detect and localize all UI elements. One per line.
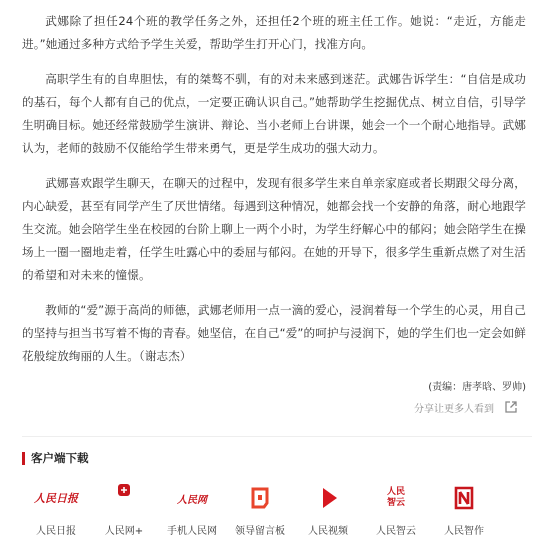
- share-icon[interactable]: [500, 398, 522, 416]
- app-people-plus[interactable]: [90, 478, 158, 537]
- downloads-header: [22, 450, 89, 466]
- mobile-people-logo: 人民网: [177, 494, 207, 506]
- share-bar[interactable]: [414, 396, 522, 418]
- people-zhizuo-logo: [444, 478, 484, 518]
- app-label: 人民视频: [308, 526, 348, 537]
- app-label: 人民智作: [444, 526, 484, 537]
- message-board-logo: [240, 478, 280, 518]
- section-accent-bar: [22, 452, 25, 465]
- section-divider: [22, 436, 532, 437]
- app-list: [22, 478, 498, 537]
- app-people-zhizuo[interactable]: [430, 478, 498, 537]
- app-label: 人民智云: [376, 526, 416, 537]
- share-label[interactable]: 分享让更多人看到: [414, 403, 494, 415]
- section-title: 客户端下载: [31, 451, 89, 465]
- editor-credit: (责编：唐孝晗、罗帅): [428, 382, 526, 393]
- app-mobile-people[interactable]: [158, 478, 226, 537]
- people-plus-logo: [104, 478, 144, 518]
- people-zhiyun-logo: 人民 智云: [386, 487, 405, 508]
- article-paragraph: 武娜除了担任24个班的教学任务之外，还担任2个班的班主任工作。她说：“走近，方能走进。”她通过多种方式给予学生关爱，帮助学生打开心门，找准方向。: [22, 14, 526, 51]
- article-paragraph: 教师的“爱”源于高尚的师德，武娜老师用一点一滴的爱心，浸润着每一个学生的心灵，用自己的坚持与担当书写着不悔的青春。她坚信，在自己“爱”的呵护与浸润下，她的学生们也一定会如鲜花般绽放绚丽的人生。（谢志杰）: [22, 303, 526, 363]
- people-daily-logo: 人民日报: [34, 492, 78, 505]
- app-people-zhiyun[interactable]: [362, 478, 430, 537]
- app-people-daily[interactable]: [22, 478, 90, 537]
- app-label: 手机人民网: [167, 526, 217, 537]
- article-paragraph: 武娜喜欢跟学生聊天，在聊天的过程中，发现有很多学生来自单亲家庭或者长期跟父母分离，内心缺爱，甚至有同学产生了厌世情绪。每遇到这种情况，她都会找一个安静的角落，耐心地跟学生交流。她会陪学生坐在校园的台阶上聊上一两个小时，为学生纾解心中的郁闷；她会陪学生在操场上一圈一圈地走着，任学生吐露心中的委屈与郁闷。在她的开导下，很多学生重新点燃了对生活的希望和对未来的憧憬。: [22, 176, 526, 282]
- app-label: 领导留言板: [235, 526, 285, 537]
- app-message-board[interactable]: [226, 478, 294, 537]
- people-video-logo: [308, 478, 348, 518]
- app-label: 人民日报: [36, 526, 76, 537]
- app-people-video[interactable]: [294, 478, 362, 537]
- article-paragraph: 高职学生有的自卑胆怯，有的桀骜不驯，有的对未来感到迷茫。武娜告诉学生：“自信是成功的基石，每个人都有自己的优点，一定要正确认识自己。”她帮助学生挖掘优点、树立自信，引导学生明确目标。她还经常鼓励学生演讲、辩论、当小老师上台讲课，她会一个一个耐心地指导。武娜认为，老师的鼓励不仅能给学生带来勇气，更是学生成功的强大动力。: [22, 72, 526, 155]
- article-body: [22, 10, 526, 398]
- app-label: 人民网+: [104, 526, 144, 537]
